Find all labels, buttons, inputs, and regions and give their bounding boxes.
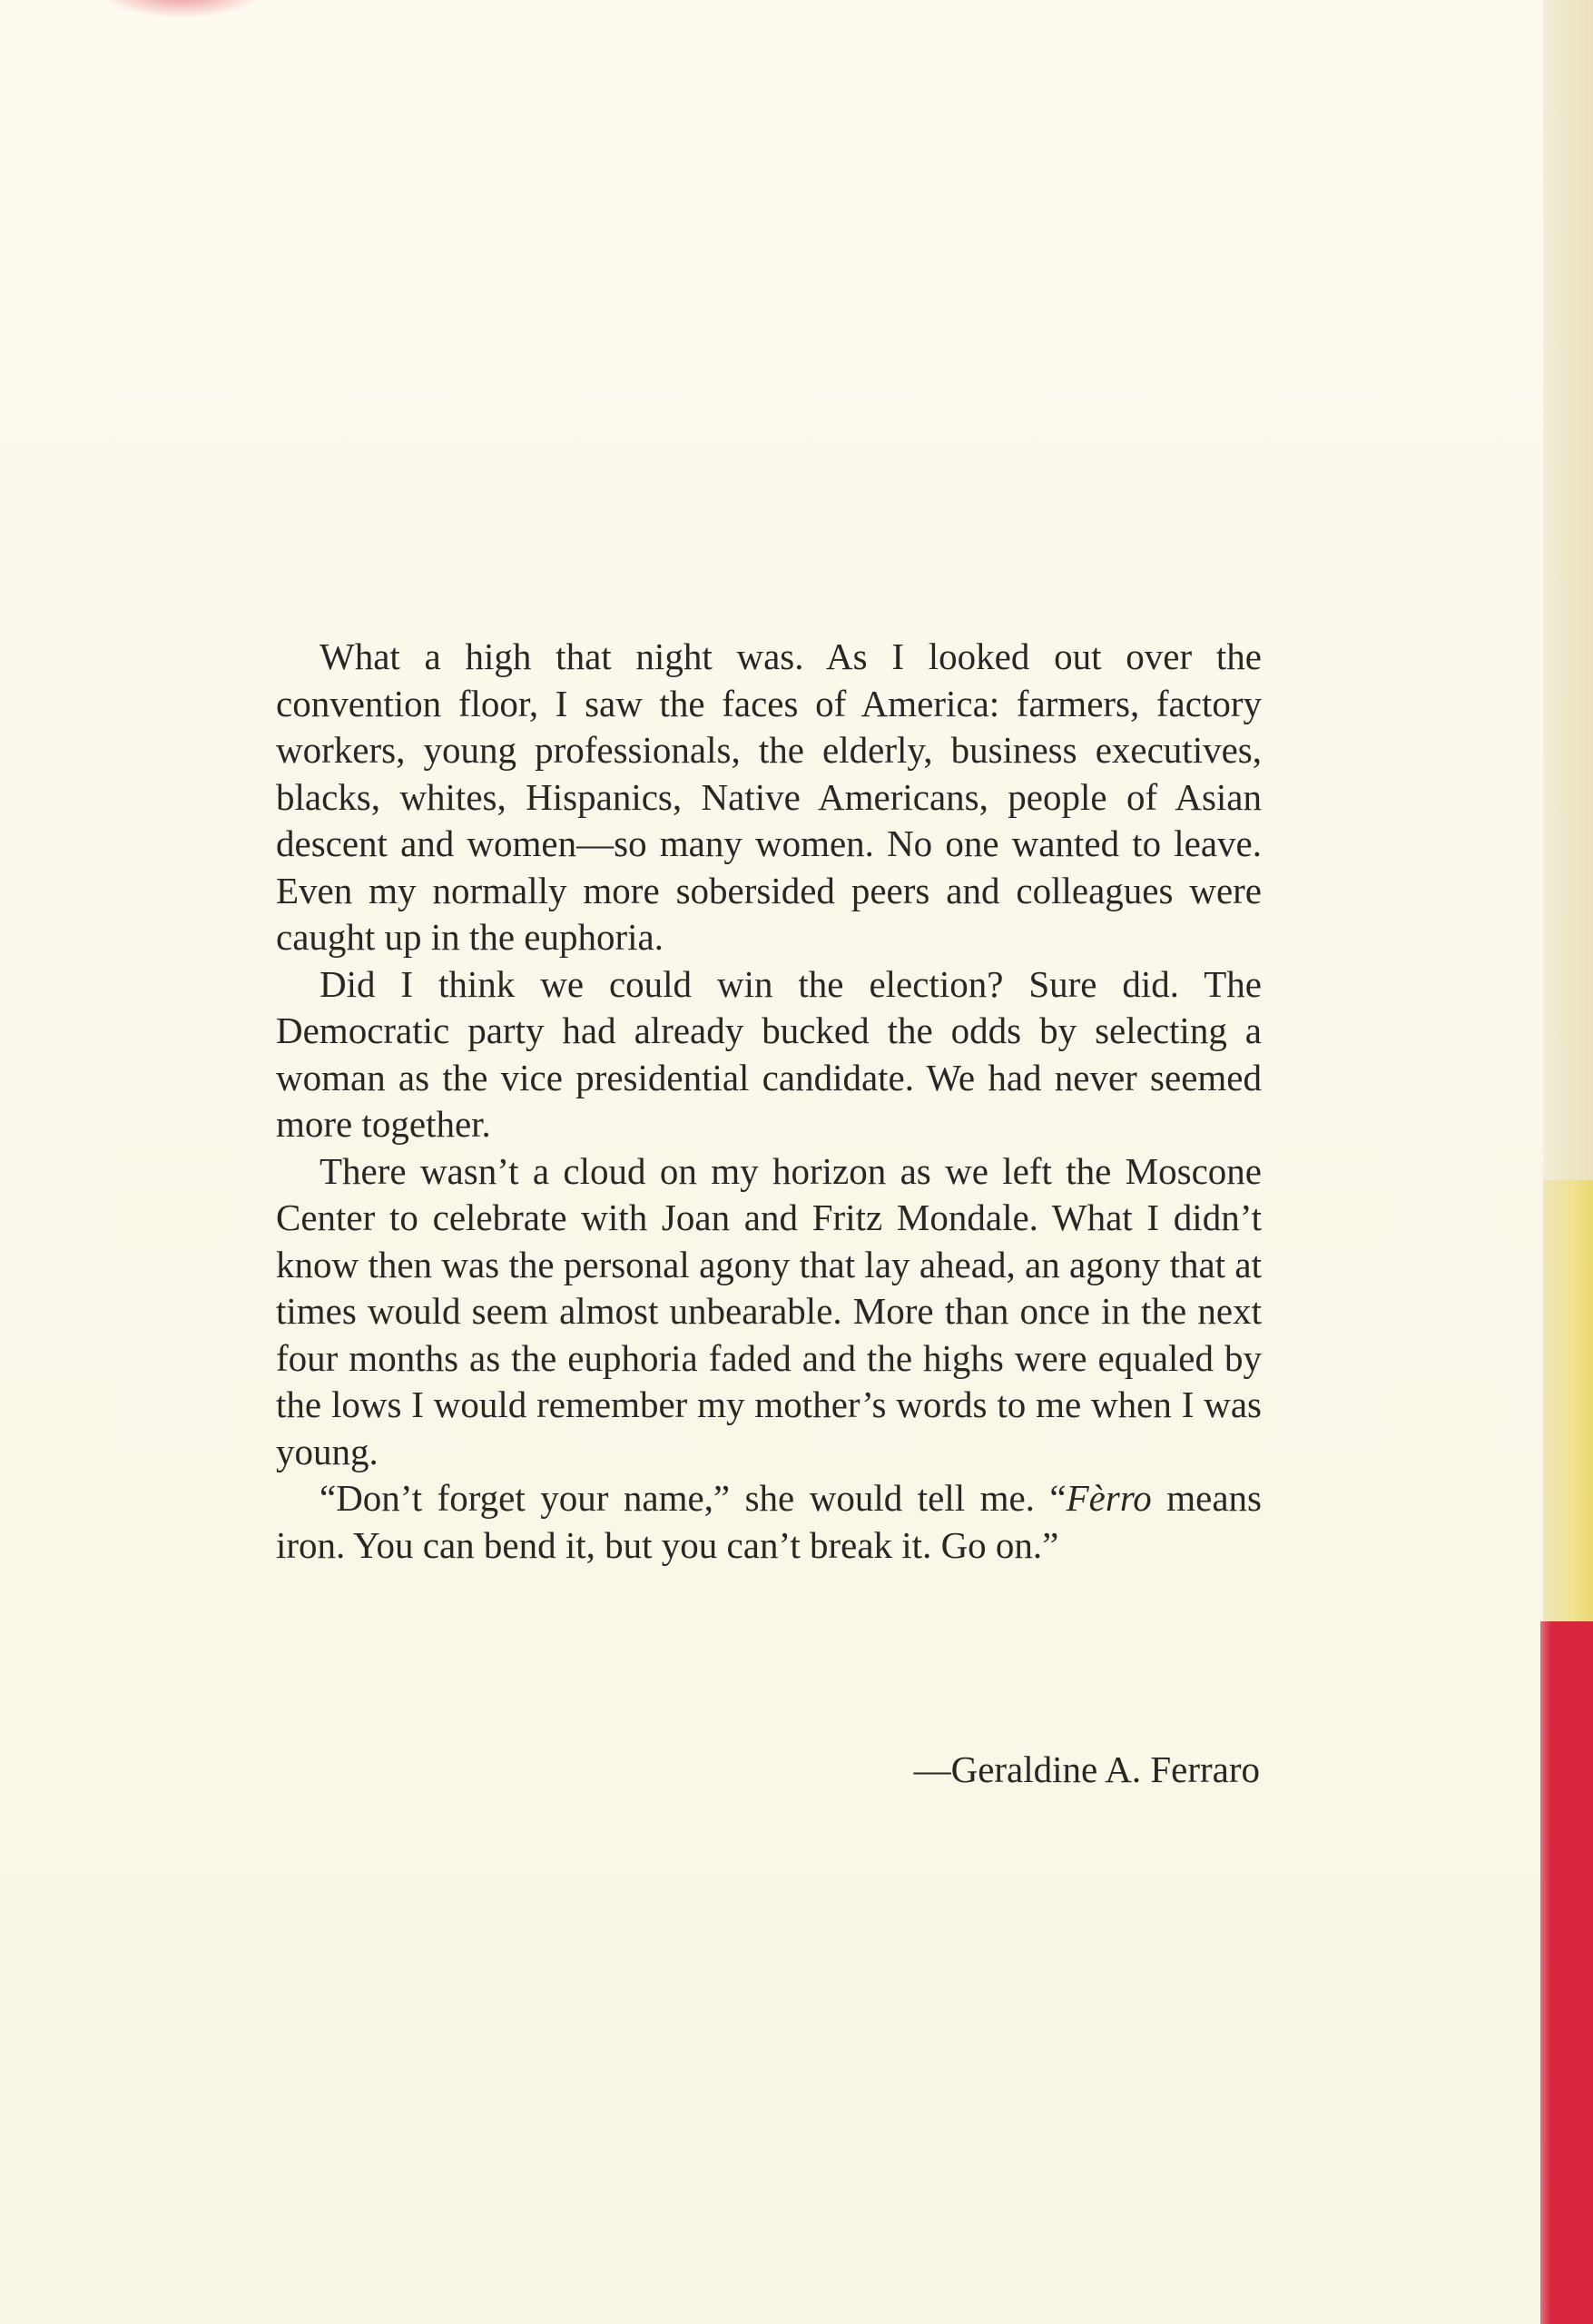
passage-paragraph-3: There wasn’t a cloud on my horizon as we left the Moscone Center to celebrate with Joan and Fritz Mondale. What I didn’t know then was the personal agony that lay ahead, an agony that at times would seem almost unbearable. More than once in the next four months as the euphoria faded and the highs were equaled by the lows I would remember my mother’s words to me when I was young. xyxy=(276,1149,1262,1472)
red-ink-smudge xyxy=(100,0,263,18)
quote-italic-word: Fèrro xyxy=(1066,1477,1152,1519)
cover-edge-red-shade xyxy=(1540,1621,1551,2324)
passage-paragraph-2: Did I think we could win the election? Sure did. The Democratic party had already bucked the odds by selecting a woman as the vice presidential candidate. We had never seemed more together. xyxy=(276,962,1262,1145)
passage-paragraph-4 xyxy=(276,1475,1262,1569)
author-signature: —Geraldine A. Ferraro xyxy=(913,1748,1260,1790)
cover-edge-yellow-strip xyxy=(1543,1180,1593,1625)
quoted-passage xyxy=(276,634,1262,1569)
passage-paragraph-1: What a high that night was. As I looked out over the convention floor, I saw the faces of America: farmers, factory workers, young professionals, the elderly, business executives, blacks, whites, Hispanics, Native Americans, people of Asian descent and women—so many women. No one wanted to leave. Even my normally more sobersided peers and colleagues were caught up in the euphoria. xyxy=(276,635,1262,958)
quote-closing: means iron. You can bend it, but you can’t break it. Go on.” xyxy=(276,1477,1262,1566)
quote-opening: “Don’t forget your name,” she would tell me. “ xyxy=(320,1477,1067,1519)
